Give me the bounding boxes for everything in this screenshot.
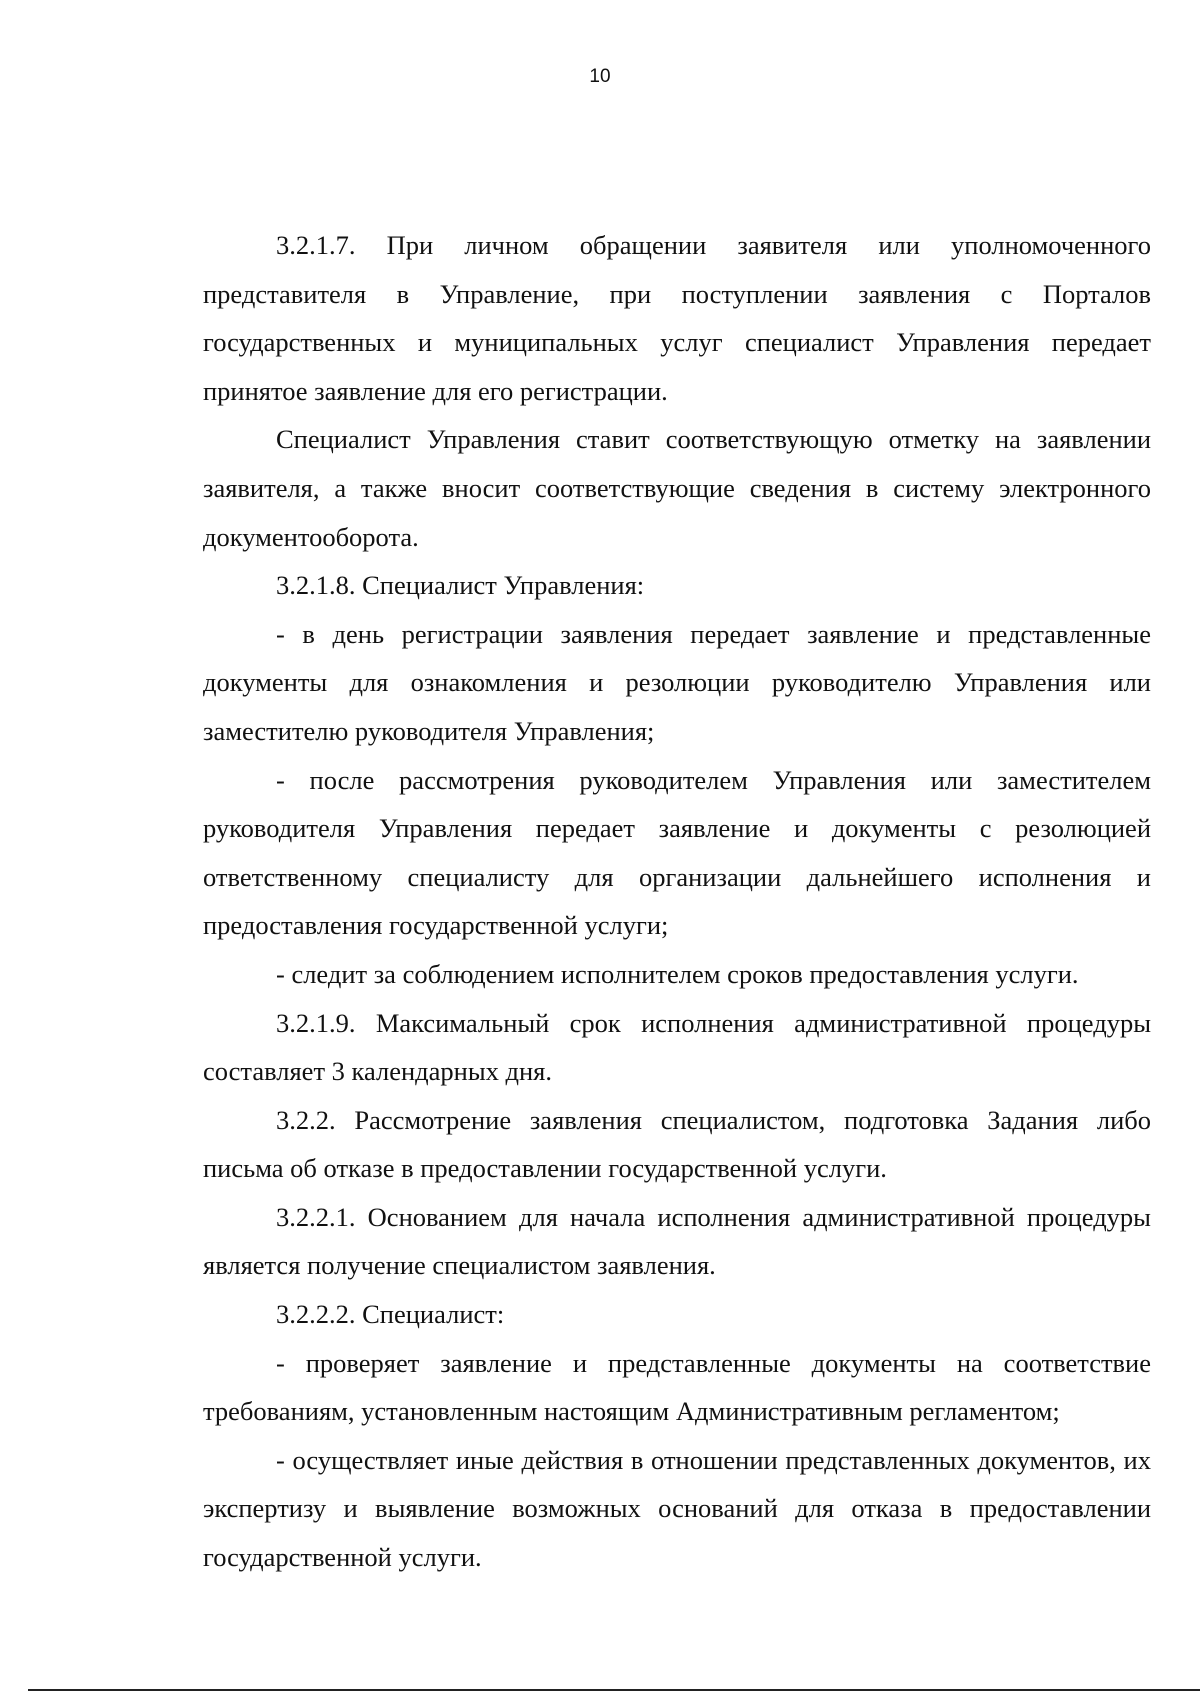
- paragraph-3-2-1-9: 3.2.1.9. Максимальный срок исполнения административной процедуры составляет 3 календарных дня.: [203, 1007, 1151, 1087]
- bottom-rule: [28, 1689, 1200, 1691]
- list-item-registration-day: - в день регистрации заявления передает заявление и представленные документы для ознакомления и резолюции руководителю Управления или заместителю руководителя Управления;: [203, 618, 1151, 746]
- list-item-after-review: - после рассмотрения руководителем Управления или заместителем руководителя Управления передает заявление и документы с резолюцией ответственному специалисту для организации дальнейшего исполнения и предоставления государственной услуги;: [203, 764, 1151, 941]
- paragraph-3-2-2: 3.2.2. Рассмотрение заявления специалистом, подготовка Задания либо письма об отказе в предоставлении государственной услуги.: [203, 1104, 1151, 1184]
- paragraph-3-2-2-1: 3.2.2.1. Основанием для начала исполнения административной процедуры является получение специалистом заявления.: [203, 1201, 1151, 1281]
- paragraph-3-2-2-2: 3.2.2.2. Специалист:: [276, 1299, 505, 1330]
- list-item-check-documents: - проверяет заявление и представленные документы на соответствие требованиям, установленным настоящим Административным регламентом;: [203, 1347, 1151, 1427]
- paragraph-specialist-mark: Специалист Управления ставит соответствующую отметку на заявлении заявителя, а также вносит соответствующие сведения в систему электронного документооборота.: [203, 424, 1151, 552]
- document-body: [203, 221, 1151, 1582]
- paragraph-3-2-1-7: 3.2.1.7. При личном обращении заявителя или уполномоченного представителя в Управление, при поступлении заявления с Порталов государственных и муниципальных услуг специалист Управления передает принятое заявление для его регистрации.: [203, 230, 1151, 406]
- page-number: 10: [589, 66, 611, 87]
- list-item-deadline-control: - следит за соблюдением исполнителем сроков предоставления услуги.: [276, 958, 1079, 989]
- list-item-other-actions: - осуществляет иные действия в отношении представленных документов, их экспертизу и выявление возможных оснований для отказа в предоставлении государственной услуги.: [203, 1444, 1151, 1573]
- paragraph-3-2-1-8: 3.2.1.8. Специалист Управления:: [276, 570, 645, 601]
